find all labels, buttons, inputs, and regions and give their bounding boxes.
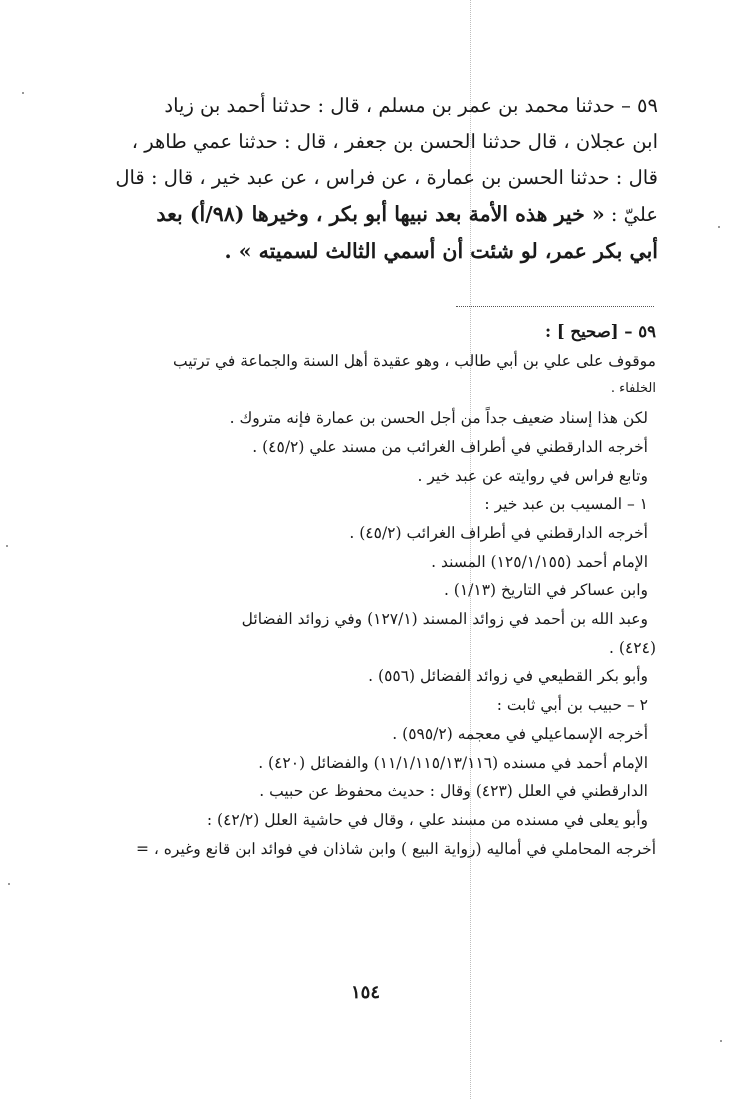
footnote-line: الخلفاء . bbox=[610, 381, 656, 397]
footnote-line: أخرجه الإسماعيلي في معجمه (٥٩٥/٢) . bbox=[392, 724, 648, 743]
scan-speck bbox=[22, 92, 24, 94]
footnote-line: الدارقطني في العلل (٤٢٣) وقال : حديث محفوظ عن حبيب . bbox=[259, 782, 648, 801]
scan-speck bbox=[718, 226, 720, 228]
hadith-text bbox=[96, 88, 658, 269]
footnote-line: أخرجه المحاملي في أماليه (رواية البيع ) وابن شاذان في فوائد ابن قانع وغيره ، = bbox=[135, 839, 656, 858]
footnote-line: ١ – المسيب بن عبد خير : bbox=[484, 495, 648, 514]
footnote-line: (٤٢٤) . bbox=[609, 638, 656, 657]
footnote-line: وابن عساكر في التاريخ (١/١٣) . bbox=[443, 581, 648, 600]
hadith-line-2: ابن عجلان ، قال حدثنا الحسن بن جعفر ، قال : حدثنا عمي طاهر ، bbox=[131, 130, 658, 153]
hadith-line-4 bbox=[96, 196, 658, 233]
footnote-line: أخرجه الدارقطني في أطراف الغرائب (٤٥/٢) . bbox=[349, 523, 648, 542]
footnote-line: وأبو يعلى في مسنده من مسند علي ، وقال في حاشية العلل (٤٢/٢) : bbox=[206, 810, 648, 829]
footnote-line: ٢ – حبيب بن أبي ثابت : bbox=[496, 696, 648, 715]
footnotes bbox=[96, 318, 656, 863]
hadith-line-4-bold: « خير هذه الأمة بعد نبيها أبو بكر ، وخيرها (٩٨/أ) بعد bbox=[156, 202, 605, 226]
page-number: ١٥٤ bbox=[350, 982, 380, 1003]
hadith-line-5: أبي بكر عمر، لو شئت أن أسمي الثالث لسميته » . bbox=[224, 239, 658, 263]
scan-speck bbox=[720, 1040, 722, 1042]
scan-speck bbox=[6, 545, 8, 547]
hadith-line-3: قال : حدثنا الحسن بن عمارة ، عن فراس ، عن عبد خير ، قال : قال bbox=[115, 166, 658, 189]
footnote-line: الإمام أحمد (١٢٥/١/١٥٥) المسند . bbox=[431, 552, 648, 571]
footnote-line: لكن هذا إسناد ضعيف جداً من أجل الحسن بن عمارة فإنه متروك . bbox=[229, 409, 648, 428]
footnote-line: وأبو بكر القطيعي في زوائد الفضائل (٥٥٦) . bbox=[368, 667, 648, 686]
scan-speck bbox=[8, 883, 10, 885]
footnote-heading: ٥٩ – [صحيح ] : bbox=[545, 322, 656, 341]
footnote-line: موقوف على علي بن أبي طالب ، وهو عقيدة أهل السنة والجماعة في ترتيب bbox=[172, 351, 656, 370]
footnote-separator bbox=[456, 306, 654, 307]
footnote-line: أخرجه الدارقطني في أطراف الغرائب من مسند علي (٤٥/٢) . bbox=[252, 437, 648, 456]
hadith-line-4-normal: عليّ : bbox=[604, 203, 658, 226]
footnote-line: الإمام أحمد في مسنده (١١/١/١١٥/١٣/١١٦) والفضائل (٤٢٠) . bbox=[258, 753, 648, 772]
footnote-line: وتابع فراس في روايته عن عبد خير . bbox=[417, 466, 648, 485]
footnote-line: وعبد الله بن أحمد في زوائد المسند (١٢٧/١) وفي زوائد الفضائل bbox=[241, 610, 648, 629]
hadith-line-1: ٥٩ – حدثنا محمد بن عمر بن مسلم ، قال : حدثنا أحمد بن زياد bbox=[164, 94, 658, 117]
